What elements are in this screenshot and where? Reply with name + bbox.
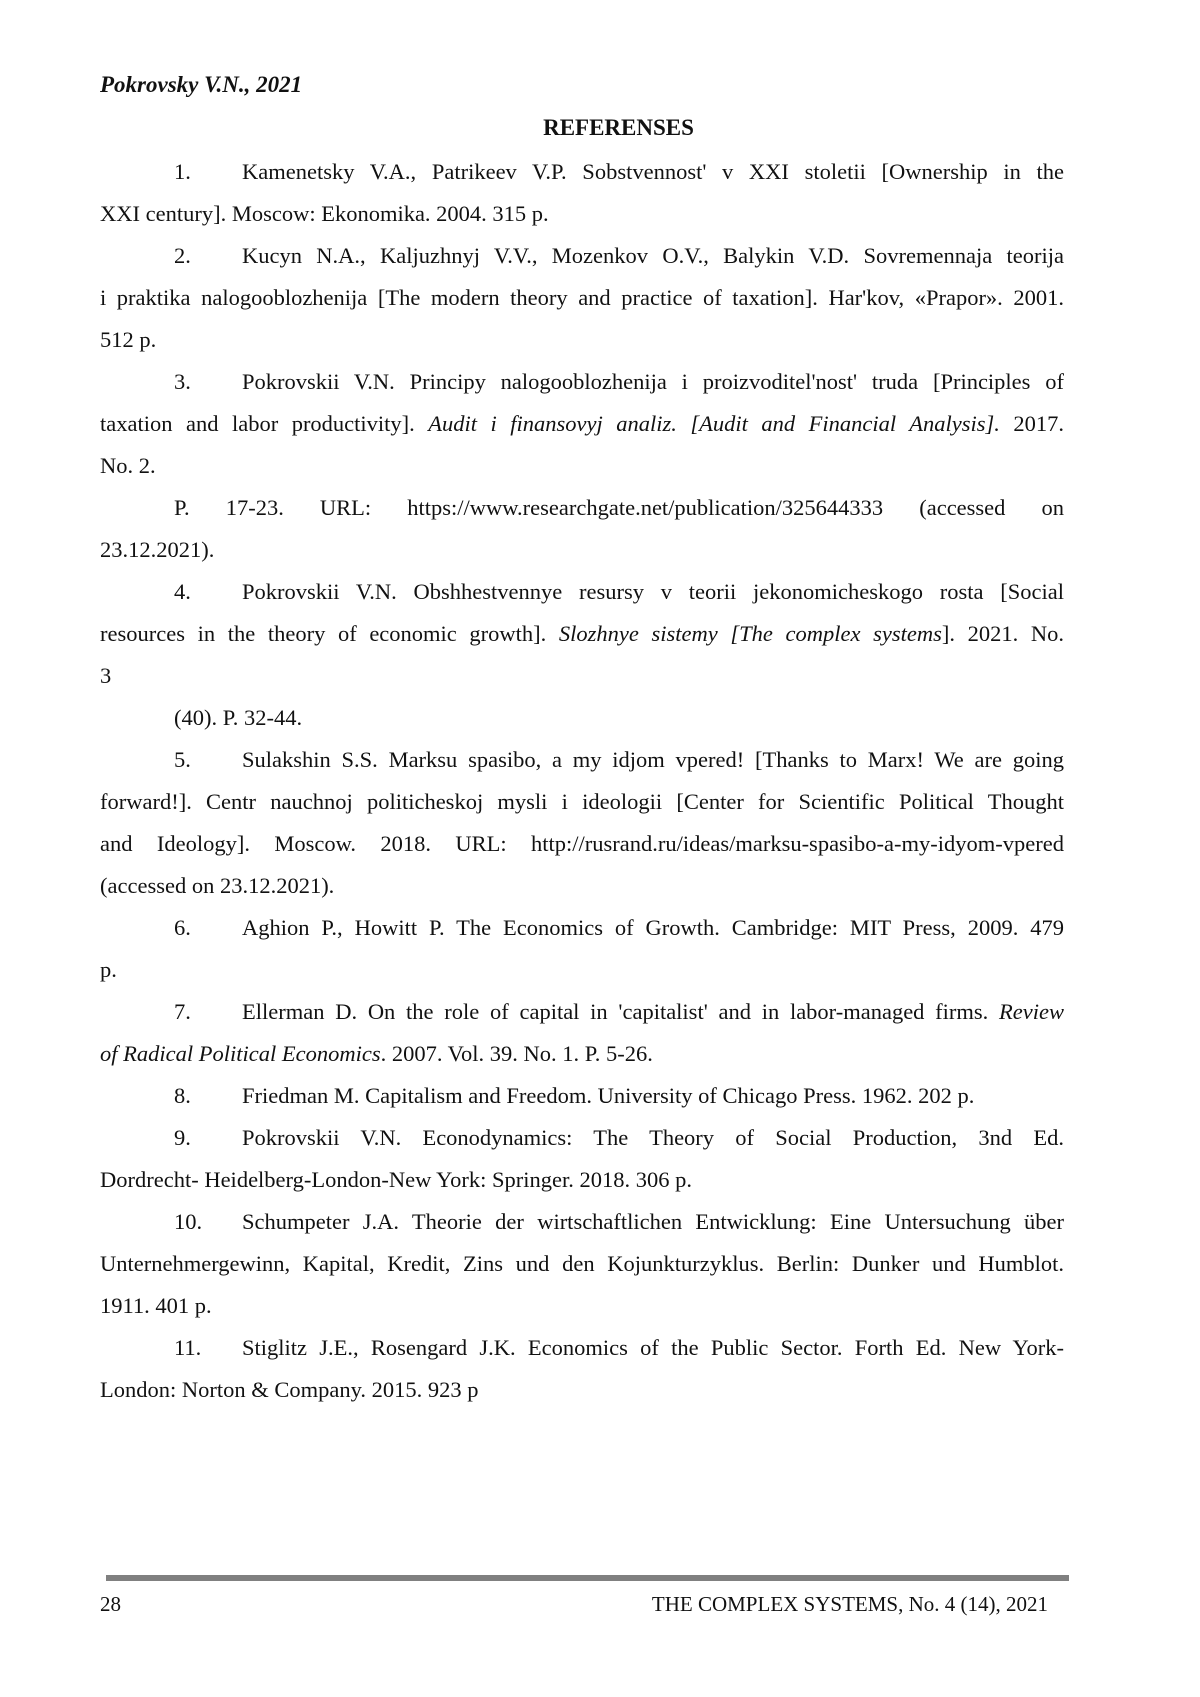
reference-item <box>100 151 1064 235</box>
reference-line <box>100 823 1064 865</box>
reference-number: 2. <box>174 235 191 277</box>
reference-number: 7. <box>174 991 191 1033</box>
reference-number: 8. <box>174 1075 191 1117</box>
reference-text: Dordrecht- Heidelberg-London-New York: Springer. 2018. 306 p. <box>100 1167 692 1192</box>
reference-text: No. 2. <box>100 453 156 478</box>
reference-line <box>100 1075 1064 1117</box>
reference-text: and Ideology]. Moscow. 2018. URL: http://rusrand.ru/ideas/marksu-spasibo-a-my-idyom-vpered <box>100 831 1064 856</box>
running-head: Pokrovsky V.N., 2021 <box>100 72 302 98</box>
footer-rule <box>106 1575 1069 1581</box>
reference-number: 1. <box>174 151 191 193</box>
reference-line <box>100 697 1064 739</box>
reference-text: Stiglitz J.E., Rosengard J.K. Economics of the Public Sector. Forth Ed. New York- <box>242 1335 1064 1360</box>
reference-source-title: Review <box>999 999 1064 1024</box>
reference-line <box>100 655 1064 697</box>
reference-text: (accessed on 23.12.2021). <box>100 873 334 898</box>
reference-line <box>100 361 1064 403</box>
reference-text: 1911. 401 p. <box>100 1293 212 1318</box>
reference-text: taxation and labor productivity]. <box>100 411 428 436</box>
reference-text: Friedman M. Capitalism and Freedom. University of Chicago Press. 1962. 202 p. <box>242 1083 974 1108</box>
reference-number: 11. <box>174 1327 201 1369</box>
reference-text: 512 p. <box>100 327 156 352</box>
reference-text: p. <box>100 957 117 982</box>
reference-number: 5. <box>174 739 191 781</box>
reference-text: Aghion P., Howitt P. The Economics of Growth. Cambridge: MIT Press, 2009. 479 <box>242 915 1064 940</box>
reference-text: Kucyn N.A., Kaljuzhnyj V.V., Mozenkov O.V., Balykin V.D. Sovremennaja teorija <box>242 243 1064 268</box>
reference-item <box>100 1201 1064 1327</box>
reference-text: Schumpeter J.A. Theorie der wirtschaftlichen Entwicklung: Eine Untersuchung über <box>242 1209 1064 1234</box>
reference-line <box>100 1159 1064 1201</box>
reference-text: i praktika nalogooblozhenija [The modern theory and practice of taxation]. Har'kov, «Prapor». 2001. <box>100 285 1064 310</box>
reference-source-title: of Radical Political Economics <box>100 1041 381 1066</box>
reference-line <box>100 529 1064 571</box>
reference-line <box>100 1369 1064 1411</box>
reference-text: Kamenetsky V.A., Patrikeev V.P. Sobstvennost' v XXI stoletii [Ownership in the <box>242 159 1064 184</box>
reference-text: 23.12.2021). <box>100 537 214 562</box>
reference-item <box>100 907 1064 991</box>
reference-item <box>100 739 1064 907</box>
reference-line <box>100 949 1064 991</box>
reference-text: London: Norton & Company. 2015. 923 p <box>100 1377 479 1402</box>
reference-item <box>100 361 1064 571</box>
reference-line <box>100 487 1064 529</box>
reference-line <box>100 235 1064 277</box>
reference-item <box>100 1117 1064 1201</box>
reference-number: 10. <box>174 1201 202 1243</box>
reference-number: 6. <box>174 907 191 949</box>
reference-text: ]. 2021. No. <box>942 621 1064 646</box>
reference-line <box>100 613 1064 655</box>
reference-number: 3. <box>174 361 191 403</box>
reference-source-title: Slozhnye sistemy [The complex systems <box>559 621 942 646</box>
reference-text: Sulakshin S.S. Marksu spasibo, a my idjom vpered! [Thanks to Marx! We are going <box>242 747 1064 772</box>
reference-item <box>100 1075 1064 1117</box>
reference-item <box>100 1327 1064 1411</box>
reference-line <box>100 403 1064 445</box>
reference-line <box>100 865 1064 907</box>
reference-source-title: Audit i finansovyj analiz. [Audit and Financial Analysis]. <box>428 411 1000 436</box>
reference-number: 4. <box>174 571 191 613</box>
reference-line <box>100 1285 1064 1327</box>
reference-line <box>100 319 1064 361</box>
reference-text: Pokrovskii V.N. Principy nalogooblozhenija i proizvoditel'nost' truda [Principles of <box>242 369 1064 394</box>
page-number: 28 <box>100 1592 121 1617</box>
reference-line <box>100 1327 1064 1369</box>
reference-line <box>100 991 1064 1033</box>
reference-line <box>100 907 1064 949</box>
section-title: REFERENSES <box>0 115 1200 141</box>
reference-text: Unternehmergewinn, Kapital, Kredit, Zins und den Kojunkturzyklus. Berlin: Dunker und Humblot. <box>100 1251 1064 1276</box>
reference-line <box>100 1201 1064 1243</box>
reference-text: Ellerman D. On the role of capital in 'capitalist' and in labor-managed firms. <box>242 999 999 1024</box>
reference-line <box>100 445 1064 487</box>
reference-line <box>100 1033 1064 1075</box>
reference-text: Pokrovskii V.N. Obshhestvennye resursy v teorii jekonomicheskogo rosta [Social <box>242 579 1064 604</box>
reference-line <box>100 151 1064 193</box>
journal-footer: THE COMPLEX SYSTEMS, No. 4 (14), 2021 <box>652 1592 1048 1617</box>
reference-item <box>100 235 1064 361</box>
reference-text: . 2007. Vol. 39. No. 1. P. 5-26. <box>381 1041 653 1066</box>
reference-line <box>100 739 1064 781</box>
reference-text: forward!]. Centr nauchnoj politicheskoj mysli i ideologii [Center for Scientific Political Thought <box>100 789 1064 814</box>
reference-line <box>100 571 1064 613</box>
reference-item <box>100 571 1064 739</box>
reference-text: XXI century]. Moscow: Ekonomika. 2004. 315 p. <box>100 201 549 226</box>
reference-line <box>100 277 1064 319</box>
reference-text: resources in the theory of economic growth]. <box>100 621 559 646</box>
reference-text: 3 <box>100 663 111 688</box>
reference-list <box>100 151 1064 1411</box>
reference-line <box>100 193 1064 235</box>
reference-item <box>100 991 1064 1075</box>
reference-text: (40). P. 32-44. <box>174 705 302 730</box>
reference-text: 2017. <box>1000 411 1064 436</box>
reference-line <box>100 1243 1064 1285</box>
reference-number: 9. <box>174 1117 191 1159</box>
reference-text: Pokrovskii V.N. Econodynamics: The Theory of Social Production, 3nd Ed. <box>242 1125 1064 1150</box>
reference-text: P. 17-23. URL: https://www.researchgate.net/publication/325644333 (accessed on <box>174 495 1064 520</box>
reference-line <box>100 781 1064 823</box>
reference-line <box>100 1117 1064 1159</box>
